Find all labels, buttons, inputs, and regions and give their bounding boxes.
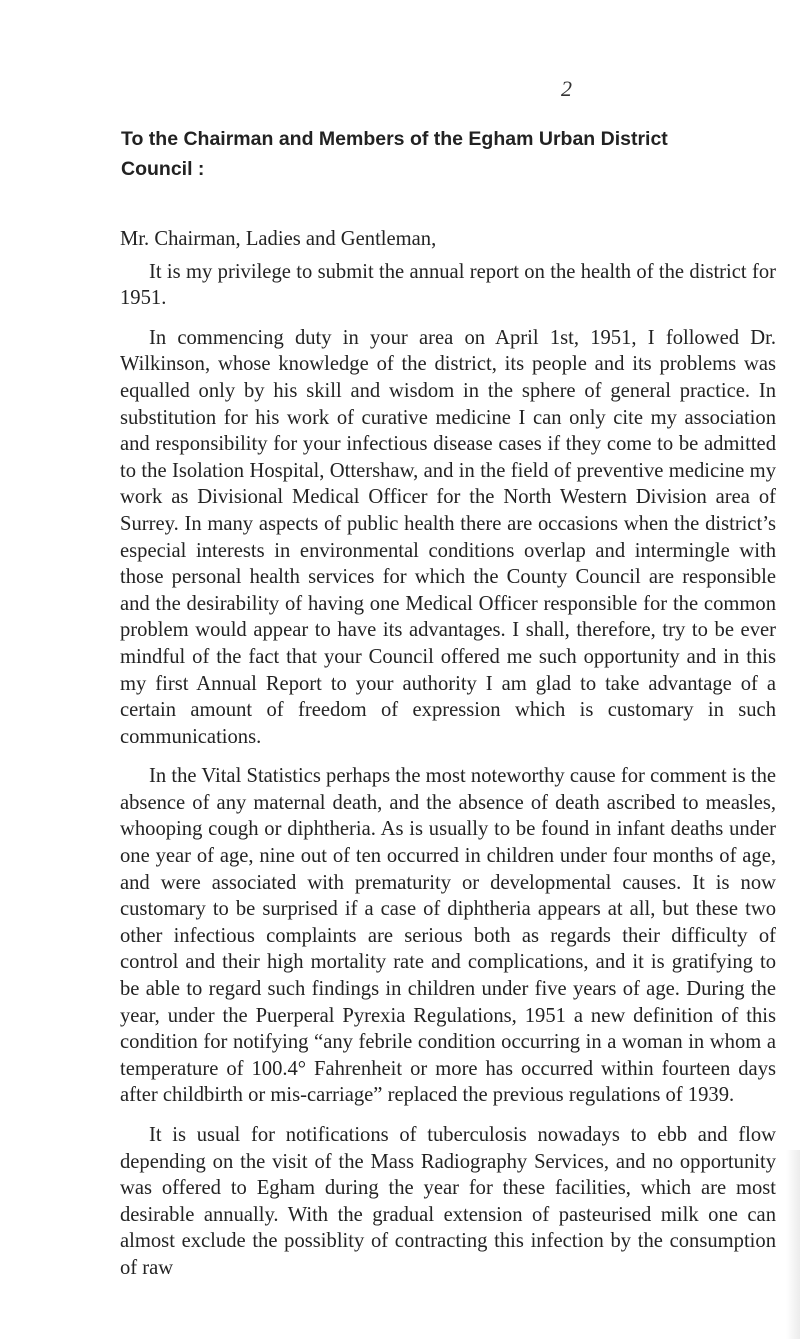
paragraph-vital-statistics: In the Vital Statistics perhaps the most noteworthy cause for comment is the absence of any maternal death, and the absence of death ascribed to measles, whooping cough or diphtheria. As is usually to be found in infant deaths under one year of age, nine out of ten occurred in children under four months of age, and were associated with prematurity or developmental causes. It is now customary to be surprised if a case of diphtheria appears at all, but these two other infectious complaints are serious both as regards their difficulty of control and their high mortality rate and complications, and it is gratifying to be able to regard such findings in children under five years of age. During the year, under the Puerperal Pyrexia Regulations, 1951 a new definition of this condition for notifying “any febrile condition occurring in a woman in whom a temperature of 100.4° Fahrenheit or more has occurred within fourteen days after childbirth or mis-carriage” replaced the previous regulations of 1939.	[120, 765, 776, 1107]
paragraph-intro: It is my privilege to submit the annual report on the health of the district for 1951.	[120, 260, 776, 310]
letter-body	[120, 226, 776, 1295]
address-line-2: Council :	[121, 158, 205, 180]
salutation: Mr. Chairman, Ladies and Gentleman,	[120, 228, 437, 250]
paragraph-tuberculosis: It is usual for notifications of tuberculosis nowadays to ebb and flow depending on the visit of the Mass Radiography Services, and no opportunity was offered to Egham during the year for these facilities, which are most desirable annually. With the gradual extension of pasteurised milk one can almost exclude the possiblity of contracting this infection by the consumption of raw	[120, 1124, 776, 1279]
address-line-1: To the Chairman and Members of the Egham Urban District	[121, 128, 668, 150]
page-edge-shadow	[786, 1150, 800, 1339]
page-number: 2	[561, 76, 572, 101]
address-heading	[121, 124, 761, 184]
paragraph-commencing-duty: In commencing duty in your area on April 1st, 1951, I followed Dr. Wilkinson, whose knowledge of the district, its people and its problems was equalled only by his skill and wisdom in the sphere of general practice. In substitution for his work of curative medicine I can only cite my association and responsibility for your infectious disease cases if they come to be admitted to the Isolation Hospital, Ottershaw, and in the field of preventive medicine my work as Divisional Medical Officer for the North Western Division area of Surrey. In many aspects of public health there are occasions when the district’s especial interests in environmental conditions overlap and intermingle with those personal health services for which the County Council are responsible and the desirability of having one Medical Officer responsible for the common problem would appear to have its advantages. I shall, therefore, try to be ever mindful of the fact that your Council offered me such opportunity and in this my first Annual Report to your authority I am glad to take advantage of a certain amount of freedom of expression which is customary in such communications.	[120, 326, 776, 748]
